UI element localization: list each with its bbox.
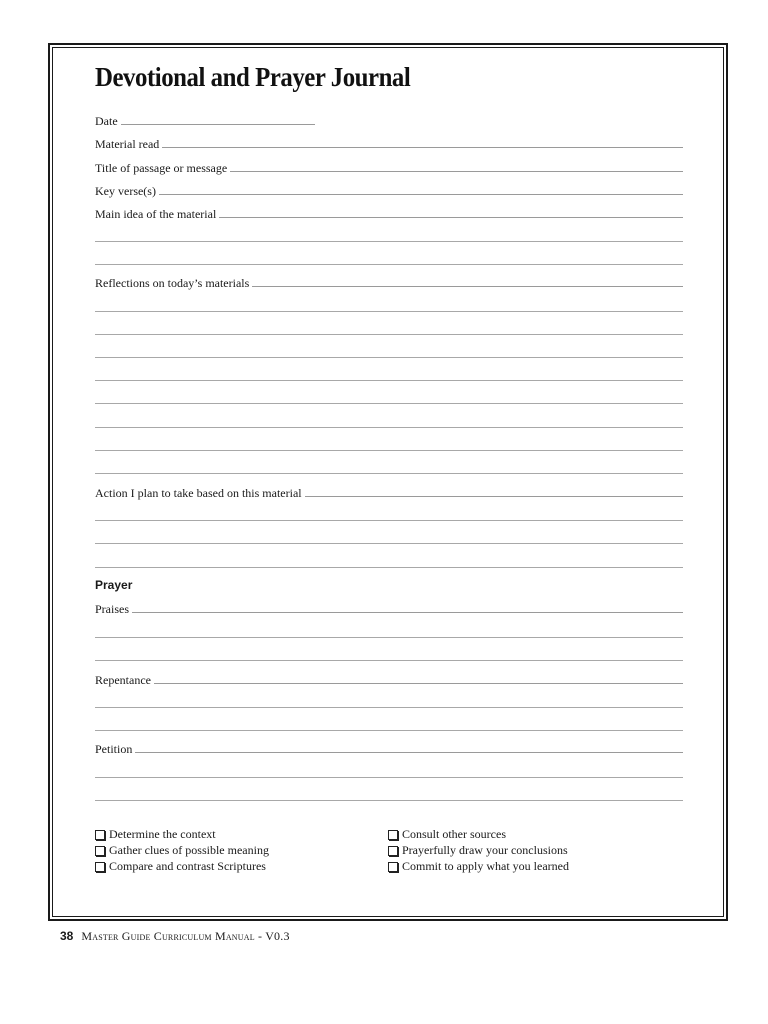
- checklist-right: [388, 826, 569, 874]
- checklist-item-label: Compare and contrast Scriptures: [109, 859, 266, 873]
- petition-extra-line[interactable]: [95, 777, 683, 778]
- checklist-left: [95, 826, 269, 874]
- reflections-extra-line[interactable]: [95, 311, 683, 312]
- praises-field[interactable]: [95, 600, 683, 616]
- main-idea-extra-line[interactable]: [95, 264, 683, 265]
- checklist-item-label: Commit to apply what you learned: [402, 859, 569, 873]
- main-idea-extra-line[interactable]: [95, 241, 683, 242]
- repentance-field[interactable]: [95, 671, 683, 687]
- repentance-extra-line[interactable]: [95, 707, 683, 708]
- reflections-extra-line[interactable]: [95, 380, 683, 381]
- main-idea-field[interactable]: [95, 205, 683, 221]
- checkbox-icon[interactable]: [388, 862, 398, 872]
- checkbox-icon[interactable]: [95, 862, 105, 872]
- action-field[interactable]: [95, 484, 683, 500]
- action-extra-line[interactable]: [95, 543, 683, 544]
- checklist-item[interactable]: [95, 842, 269, 858]
- reflections-label: Reflections on today’s materials: [95, 276, 250, 290]
- praises-line: [132, 612, 683, 613]
- checkbox-icon[interactable]: [388, 846, 398, 856]
- reflections-extra-line[interactable]: [95, 334, 683, 335]
- checklist-item-label: Determine the context: [109, 827, 216, 841]
- praises-extra-line[interactable]: [95, 637, 683, 638]
- checklist-item[interactable]: [95, 858, 269, 874]
- key-verses-label: Key verse(s): [95, 184, 156, 198]
- repentance-extra-line[interactable]: [95, 730, 683, 731]
- title-passage-line: [230, 171, 683, 172]
- checklist-item-label: Prayerfully draw your conclusions: [402, 843, 568, 857]
- repentance-label: Repentance: [95, 673, 151, 687]
- action-extra-line[interactable]: [95, 520, 683, 521]
- title-passage-label: Title of passage or message: [95, 161, 228, 175]
- checkbox-icon[interactable]: [95, 830, 105, 840]
- date-line: [121, 124, 315, 125]
- checkbox-icon[interactable]: [388, 830, 398, 840]
- checklist-item[interactable]: [388, 826, 569, 842]
- title-passage-field[interactable]: [95, 159, 683, 175]
- praises-extra-line[interactable]: [95, 660, 683, 661]
- reflections-extra-line[interactable]: [95, 427, 683, 428]
- key-verses-field[interactable]: [95, 182, 683, 198]
- reflections-extra-line[interactable]: [95, 450, 683, 451]
- material-read-label: Material read: [95, 137, 160, 151]
- prayer-heading: Prayer: [95, 578, 133, 592]
- checklist-item-label: Gather clues of possible meaning: [109, 843, 269, 857]
- reflections-extra-line[interactable]: [95, 473, 683, 474]
- action-label: Action I plan to take based on this material: [95, 486, 302, 500]
- petition-field[interactable]: [95, 740, 683, 756]
- page-footer: [60, 929, 290, 944]
- checklist-item[interactable]: [95, 826, 269, 842]
- action-extra-line[interactable]: [95, 567, 683, 568]
- page-number: 38: [60, 929, 74, 943]
- reflections-extra-line[interactable]: [95, 403, 683, 404]
- main-idea-label: Main idea of the material: [95, 207, 217, 221]
- reflections-field[interactable]: [95, 274, 683, 290]
- footer-title: Master Guide Curriculum Manual - V0.3: [81, 929, 290, 943]
- petition-line: [135, 752, 683, 753]
- petition-label: Petition: [95, 742, 133, 756]
- action-line: [305, 496, 683, 497]
- page-border-inner: [52, 47, 724, 917]
- key-verses-line: [159, 194, 683, 195]
- material-read-field[interactable]: [95, 135, 683, 151]
- reflections-extra-line[interactable]: [95, 357, 683, 358]
- checklist-item[interactable]: [388, 858, 569, 874]
- praises-label: Praises: [95, 602, 129, 616]
- checkbox-icon[interactable]: [95, 846, 105, 856]
- material-read-line: [162, 147, 683, 148]
- reflections-line: [252, 286, 683, 287]
- checklist-item[interactable]: [388, 842, 569, 858]
- page-title: Devotional and Prayer Journal: [95, 62, 411, 92]
- petition-extra-line[interactable]: [95, 800, 683, 801]
- date-field[interactable]: [95, 112, 315, 128]
- date-label: Date: [95, 114, 118, 128]
- main-idea-line: [219, 217, 683, 218]
- repentance-line: [154, 683, 683, 684]
- checklist-item-label: Consult other sources: [402, 827, 506, 841]
